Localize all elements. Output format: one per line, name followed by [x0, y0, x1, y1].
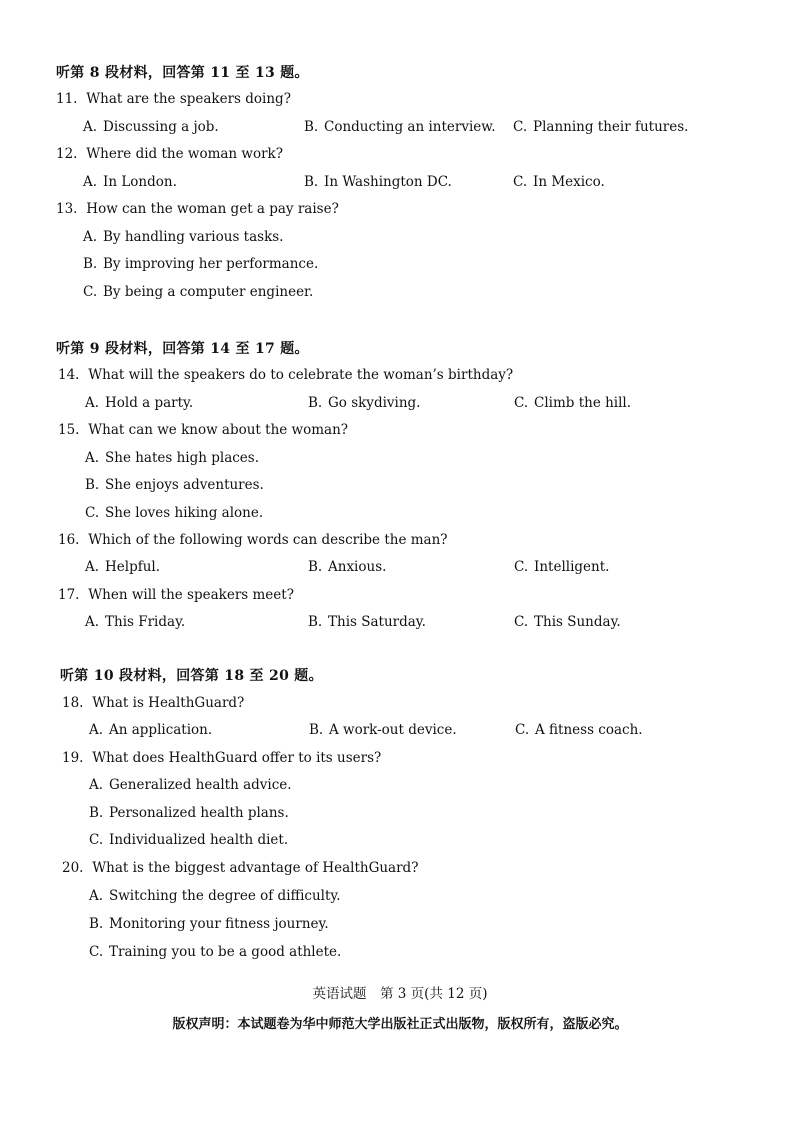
option	[89, 946, 341, 960]
option	[85, 397, 193, 411]
option	[83, 176, 177, 190]
option-letter: A.	[89, 777, 104, 793]
option-text: This Sunday.	[534, 614, 621, 630]
option-text: Hold a party.	[105, 395, 194, 411]
option-letter: B.	[89, 916, 104, 932]
option	[89, 779, 292, 793]
copyright-notice: 版权声明：本试题卷为华中师范大学出版社正式出版物，版权所有，盗版必究。	[172, 1017, 628, 1032]
question-number: 14.	[58, 367, 80, 383]
option-letter: C.	[83, 284, 98, 300]
option	[304, 176, 452, 190]
option-letter: A.	[85, 614, 100, 630]
option-text: By improving her performance.	[103, 256, 319, 272]
question-11	[56, 93, 291, 107]
question-number: 16.	[58, 532, 80, 548]
section-header: 听第 9 段材料，回答第 14 至 17 题。	[56, 341, 309, 357]
option-text: A work-out device.	[329, 722, 457, 738]
option-letter: A.	[83, 229, 98, 245]
option-letter: C.	[89, 832, 104, 848]
option	[85, 561, 160, 575]
option-letter: C.	[514, 614, 529, 630]
option	[85, 616, 185, 630]
question-text: What are the speakers doing?	[86, 91, 291, 107]
option-text: Training you to be a good athlete.	[109, 944, 342, 960]
option-text: Anxious.	[328, 559, 387, 575]
option-letter: A.	[85, 559, 100, 575]
question-number: 15.	[58, 422, 80, 438]
question-13	[56, 203, 339, 217]
option-letter: A.	[85, 395, 100, 411]
option-letter: C.	[515, 722, 530, 738]
question-text: How can the woman get a pay raise?	[86, 201, 339, 217]
option-letter: B.	[304, 119, 319, 135]
option-text: Conducting an interview.	[324, 119, 496, 135]
option-text: An application.	[109, 722, 213, 738]
question-15	[58, 424, 348, 438]
option-text: She hates high places.	[105, 450, 260, 466]
question-18	[62, 697, 244, 711]
option-letter: B.	[83, 256, 98, 272]
option-letter: B.	[308, 614, 323, 630]
option	[309, 724, 457, 738]
option-text: She loves hiking alone.	[105, 505, 264, 521]
option-text: By being a computer engineer.	[103, 284, 314, 300]
option-text: In Mexico.	[533, 174, 605, 190]
question-text: What does HealthGuard offer to its users?	[92, 750, 382, 766]
option-letter: A.	[89, 888, 104, 904]
option-letter: B.	[304, 174, 319, 190]
option	[83, 258, 318, 272]
option	[308, 397, 420, 411]
option	[89, 890, 341, 904]
page-footer: 英语试题 第 3 页(共 12 页)	[312, 986, 488, 1002]
question-number: 11.	[56, 91, 78, 107]
option	[89, 724, 212, 738]
option-letter: A.	[85, 450, 100, 466]
option	[308, 561, 386, 575]
option	[85, 452, 259, 466]
option-letter: A.	[83, 174, 98, 190]
option-text: Individualized health diet.	[109, 832, 289, 848]
question-number: 12.	[56, 146, 78, 162]
option-text: This Friday.	[105, 614, 186, 630]
option	[89, 834, 288, 848]
option	[89, 918, 329, 932]
question-text: Where did the woman work?	[86, 146, 283, 162]
option	[83, 231, 283, 245]
question-17	[58, 589, 294, 603]
option	[514, 561, 609, 575]
question-text: What can we know about the woman?	[88, 422, 349, 438]
option-text: Personalized health plans.	[109, 805, 289, 821]
option	[308, 616, 426, 630]
option-letter: B.	[85, 477, 100, 493]
option-letter: B.	[308, 395, 323, 411]
option-text: A fitness coach.	[535, 722, 643, 738]
option	[83, 286, 313, 300]
option-letter: C.	[514, 559, 529, 575]
option-letter: C.	[89, 944, 104, 960]
question-14	[58, 369, 513, 383]
question-text: What will the speakers do to celebrate the woman’s birthday?	[88, 367, 514, 383]
option-letter: B.	[89, 805, 104, 821]
option-text: Climb the hill.	[534, 395, 632, 411]
option-text: Discussing a job.	[103, 119, 219, 135]
section-header: 听第 8 段材料，回答第 11 至 13 题。	[56, 65, 309, 81]
option-letter: C.	[85, 505, 100, 521]
question-number: 18.	[62, 695, 84, 711]
option-text: Helpful.	[105, 559, 161, 575]
option	[513, 121, 688, 135]
option-letter: C.	[513, 119, 528, 135]
section-header: 听第 10 段材料，回答第 18 至 20 题。	[60, 668, 323, 684]
option-text: By handling various tasks.	[103, 229, 284, 245]
option	[85, 507, 263, 521]
option-text: In Washington DC.	[324, 174, 452, 190]
option-letter: B.	[309, 722, 324, 738]
option-text: Go skydiving.	[328, 395, 421, 411]
option	[513, 176, 605, 190]
question-number: 19.	[62, 750, 84, 766]
option-text: This Saturday.	[328, 614, 426, 630]
option	[85, 479, 264, 493]
question-12	[56, 148, 283, 162]
option-text: She enjoys adventures.	[105, 477, 264, 493]
option-text: Intelligent.	[534, 559, 610, 575]
option	[89, 807, 289, 821]
question-text: When will the speakers meet?	[88, 587, 294, 603]
question-16	[58, 534, 448, 548]
question-text: Which of the following words can describe the man?	[88, 532, 448, 548]
option-letter: A.	[89, 722, 104, 738]
option-letter: C.	[514, 395, 529, 411]
option-letter: A.	[83, 119, 98, 135]
option-text: Switching the degree of difficulty.	[109, 888, 341, 904]
question-19	[62, 752, 381, 766]
question-number: 17.	[58, 587, 80, 603]
question-text: What is HealthGuard?	[92, 695, 245, 711]
option	[515, 724, 643, 738]
question-number: 13.	[56, 201, 78, 217]
option-text: Generalized health advice.	[109, 777, 292, 793]
option-letter: B.	[308, 559, 323, 575]
option-letter: C.	[513, 174, 528, 190]
question-text: What is the biggest advantage of HealthGuard?	[92, 860, 419, 876]
option-text: Monitoring your fitness journey.	[109, 916, 329, 932]
option-text: In London.	[103, 174, 177, 190]
option	[304, 121, 496, 135]
option-text: Planning their futures.	[533, 119, 689, 135]
option	[514, 397, 631, 411]
option	[83, 121, 219, 135]
question-number: 20.	[62, 860, 84, 876]
option	[514, 616, 621, 630]
question-20	[62, 862, 418, 876]
